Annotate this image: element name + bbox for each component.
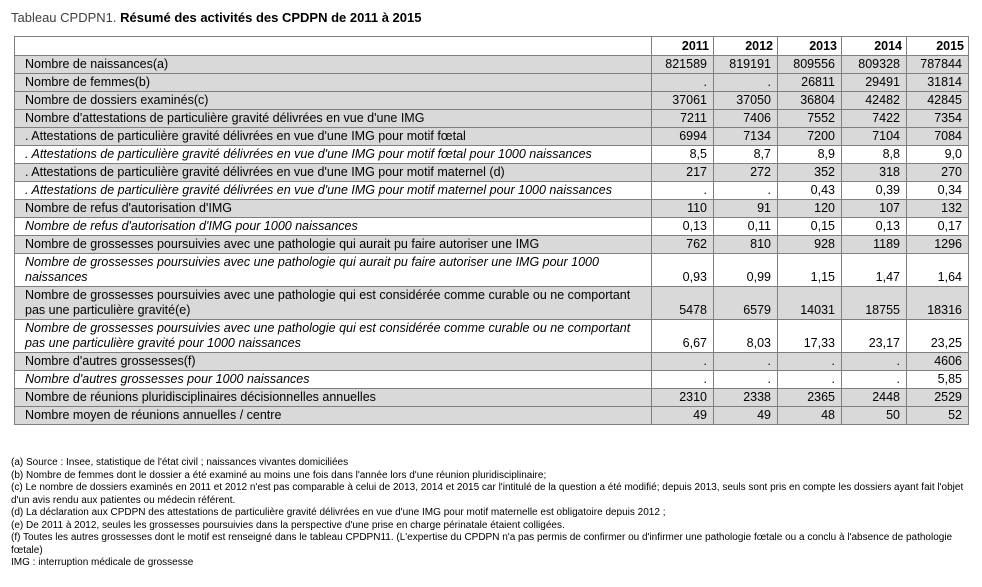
row-value: 107	[842, 200, 907, 218]
row-value: 18316	[907, 287, 969, 320]
row-value: 1,64	[907, 254, 969, 287]
row-value: .	[714, 371, 778, 389]
row-value: 42482	[842, 92, 907, 110]
row-value: 18755	[842, 287, 907, 320]
row-value: 2448	[842, 389, 907, 407]
row-value: 1296	[907, 236, 969, 254]
row-label: . Attestations de particulière gravité délivrées en vue d'une IMG pour motif maternel (d)	[15, 164, 652, 182]
row-value: 5478	[652, 287, 714, 320]
row-value: 7104	[842, 128, 907, 146]
row-value: 0,11	[714, 218, 778, 236]
row-value: 50	[842, 407, 907, 425]
row-value: .	[652, 74, 714, 92]
row-value: .	[714, 353, 778, 371]
footnote: (e) De 2011 à 2012, seules les grossesses poursuivies dans la perspective d'une prise en charge périnatale étaient colligées.	[11, 519, 565, 531]
header-cell-year: 2015	[907, 37, 969, 56]
row-value: 0,13	[842, 218, 907, 236]
table-row	[15, 236, 969, 254]
header-cell-year: 2013	[778, 37, 842, 56]
row-value: 42845	[907, 92, 969, 110]
table-row	[15, 128, 969, 146]
row-value: 23,17	[842, 320, 907, 353]
table-row	[15, 407, 969, 425]
header-cell-year: 2012	[714, 37, 778, 56]
row-value: 9,0	[907, 146, 969, 164]
table-row	[15, 320, 969, 353]
row-label: Nombre moyen de réunions annuelles / centre	[15, 407, 652, 425]
row-label: Nombre de grossesses poursuivies avec une pathologie qui aurait pu faire autoriser une IMG	[15, 236, 652, 254]
row-value: .	[652, 182, 714, 200]
footnote: (f) Toutes les autres grossesses dont le motif est renseigné dans le tableau CPDPN11. (L'expertise du CPDPN n'a pas permis de confirmer ou d'infirmer une pathologie fœtale ou a conclu à l'absence de pathologie fœtale)	[11, 532, 953, 556]
row-value: 787844	[907, 56, 969, 74]
footnote: (b) Nombre de femmes dont le dossier a été examiné au moins une fois dans l'année lors d'une réunion pluridisciplinaire;	[11, 469, 547, 481]
row-value: .	[842, 371, 907, 389]
row-value: 352	[778, 164, 842, 182]
row-value: 5,85	[907, 371, 969, 389]
row-label: Nombre de naissances(a)	[15, 56, 652, 74]
row-value: 809556	[778, 56, 842, 74]
table-row	[15, 74, 969, 92]
row-value: 272	[714, 164, 778, 182]
row-value: 217	[652, 164, 714, 182]
row-value: 37061	[652, 92, 714, 110]
row-value: 1189	[842, 236, 907, 254]
row-value: 48	[778, 407, 842, 425]
row-value: 2338	[714, 389, 778, 407]
row-value: 0,34	[907, 182, 969, 200]
row-value: 110	[652, 200, 714, 218]
row-value: 2529	[907, 389, 969, 407]
row-value: .	[652, 371, 714, 389]
row-value: 2365	[778, 389, 842, 407]
row-label: Nombre de grossesses poursuivies avec une pathologie qui est considérée comme curable ou ne comportant pas une particulière gravité pour 1000 naissances	[15, 320, 652, 353]
row-value: 36804	[778, 92, 842, 110]
row-value: 52	[907, 407, 969, 425]
row-value: 6,67	[652, 320, 714, 353]
row-value: 318	[842, 164, 907, 182]
row-value: 8,8	[842, 146, 907, 164]
row-value: 0,43	[778, 182, 842, 200]
row-label: Nombre de femmes(b)	[15, 74, 652, 92]
row-value: .	[652, 353, 714, 371]
row-value: 8,9	[778, 146, 842, 164]
row-value: 7134	[714, 128, 778, 146]
footnote: (c) Le nombre de dossiers examinés en 2011 et 2012 n'est pas comparable à celui de 2013, 2014 et 2015 car l'intitulé de la question a été modifié; depuis 2013, seuls sont pris en compte les dossiers ayant fait l'objet d'un avis rendu aux patientes ou médecin référent.	[11, 482, 964, 506]
footnotes	[11, 457, 971, 570]
row-value: 23,25	[907, 320, 969, 353]
row-value: 26811	[778, 74, 842, 92]
row-label: Nombre de grossesses poursuivies avec une pathologie qui est considérée comme curable ou ne comportant pas une particulière gravité(e)	[15, 287, 652, 320]
row-value: 821589	[652, 56, 714, 74]
table-title-label: Tableau CPDPN1.	[11, 10, 117, 25]
row-label: Nombre de refus d'autorisation d'IMG	[15, 200, 652, 218]
row-value: 0,15	[778, 218, 842, 236]
row-value: 8,5	[652, 146, 714, 164]
row-value: 0,17	[907, 218, 969, 236]
row-value: .	[842, 353, 907, 371]
row-value: 809328	[842, 56, 907, 74]
footnote: (a) Source : Insee, statistique de l'état civil ; naissances vivantes domiciliées	[11, 457, 349, 468]
row-value: 29491	[842, 74, 907, 92]
row-value: 7406	[714, 110, 778, 128]
table-row	[15, 146, 969, 164]
row-value: 1,15	[778, 254, 842, 287]
row-value: 819191	[714, 56, 778, 74]
header-cell-year: 2014	[842, 37, 907, 56]
row-value: .	[714, 182, 778, 200]
footnote: (d) La déclaration aux CPDPN des attestations de particulière gravité délivrées en vue d'une IMG pour motif maternelle est obligatoire depuis 2012 ;	[11, 507, 666, 518]
header-cell-year: 2011	[652, 37, 714, 56]
row-value: 49	[652, 407, 714, 425]
row-value: 8,03	[714, 320, 778, 353]
table-row	[15, 389, 969, 407]
row-value: 120	[778, 200, 842, 218]
row-value: 7084	[907, 128, 969, 146]
row-value: 270	[907, 164, 969, 182]
table-row	[15, 353, 969, 371]
header-cell	[15, 37, 652, 56]
table-row	[15, 182, 969, 200]
table-row	[15, 200, 969, 218]
row-label: Nombre de dossiers examinés(c)	[15, 92, 652, 110]
table-row	[15, 92, 969, 110]
row-value: 49	[714, 407, 778, 425]
table-row	[15, 164, 969, 182]
row-value: 4606	[907, 353, 969, 371]
row-value: 928	[778, 236, 842, 254]
row-value: 0,39	[842, 182, 907, 200]
row-label: Nombre de refus d'autorisation d'IMG pour 1000 naissances	[15, 218, 652, 236]
table-row	[15, 371, 969, 389]
row-value: 810	[714, 236, 778, 254]
header-row	[15, 37, 969, 56]
activity-summary-table	[14, 36, 969, 425]
row-value: .	[778, 371, 842, 389]
table-row	[15, 287, 969, 320]
row-label: Nombre d'autres grossesses pour 1000 naissances	[15, 371, 652, 389]
row-value: 6579	[714, 287, 778, 320]
row-value: 17,33	[778, 320, 842, 353]
row-label: Nombre de réunions pluridisciplinaires décisionnelles annuelles	[15, 389, 652, 407]
table-row	[15, 254, 969, 287]
row-value: 31814	[907, 74, 969, 92]
row-value: 1,47	[842, 254, 907, 287]
row-value: 7200	[778, 128, 842, 146]
row-label: . Attestations de particulière gravité délivrées en vue d'une IMG pour motif maternel pour 1000 naissances	[15, 182, 652, 200]
row-value: 2310	[652, 389, 714, 407]
footnote: IMG : interruption médicale de grossesse	[11, 557, 194, 568]
row-label: . Attestations de particulière gravité délivrées en vue d'une IMG pour motif fœtal pour 1000 naissances	[15, 146, 652, 164]
row-value: 7354	[907, 110, 969, 128]
table-row	[15, 218, 969, 236]
row-value: 0,13	[652, 218, 714, 236]
table-title-text: Résumé des activités des CPDPN de 2011 à 2015	[120, 10, 422, 25]
table-row	[15, 110, 969, 128]
row-value: 7552	[778, 110, 842, 128]
row-value: 762	[652, 236, 714, 254]
row-value: 7422	[842, 110, 907, 128]
row-label: Nombre d'attestations de particulière gravité délivrées en vue d'une IMG	[15, 110, 652, 128]
table-row	[15, 56, 969, 74]
row-label: . Attestations de particulière gravité délivrées en vue d'une IMG pour motif fœtal	[15, 128, 652, 146]
row-value: 0,93	[652, 254, 714, 287]
row-value: 37050	[714, 92, 778, 110]
row-label: Nombre de grossesses poursuivies avec une pathologie qui aurait pu faire autoriser une IMG pour 1000 naissances	[15, 254, 652, 287]
row-value: 14031	[778, 287, 842, 320]
row-value: 8,7	[714, 146, 778, 164]
row-value: .	[778, 353, 842, 371]
row-label: Nombre d'autres grossesses(f)	[15, 353, 652, 371]
row-value: 132	[907, 200, 969, 218]
row-value: .	[714, 74, 778, 92]
row-value: 91	[714, 200, 778, 218]
table-title	[11, 10, 421, 25]
row-value: 6994	[652, 128, 714, 146]
row-value: 7211	[652, 110, 714, 128]
row-value: 0,99	[714, 254, 778, 287]
